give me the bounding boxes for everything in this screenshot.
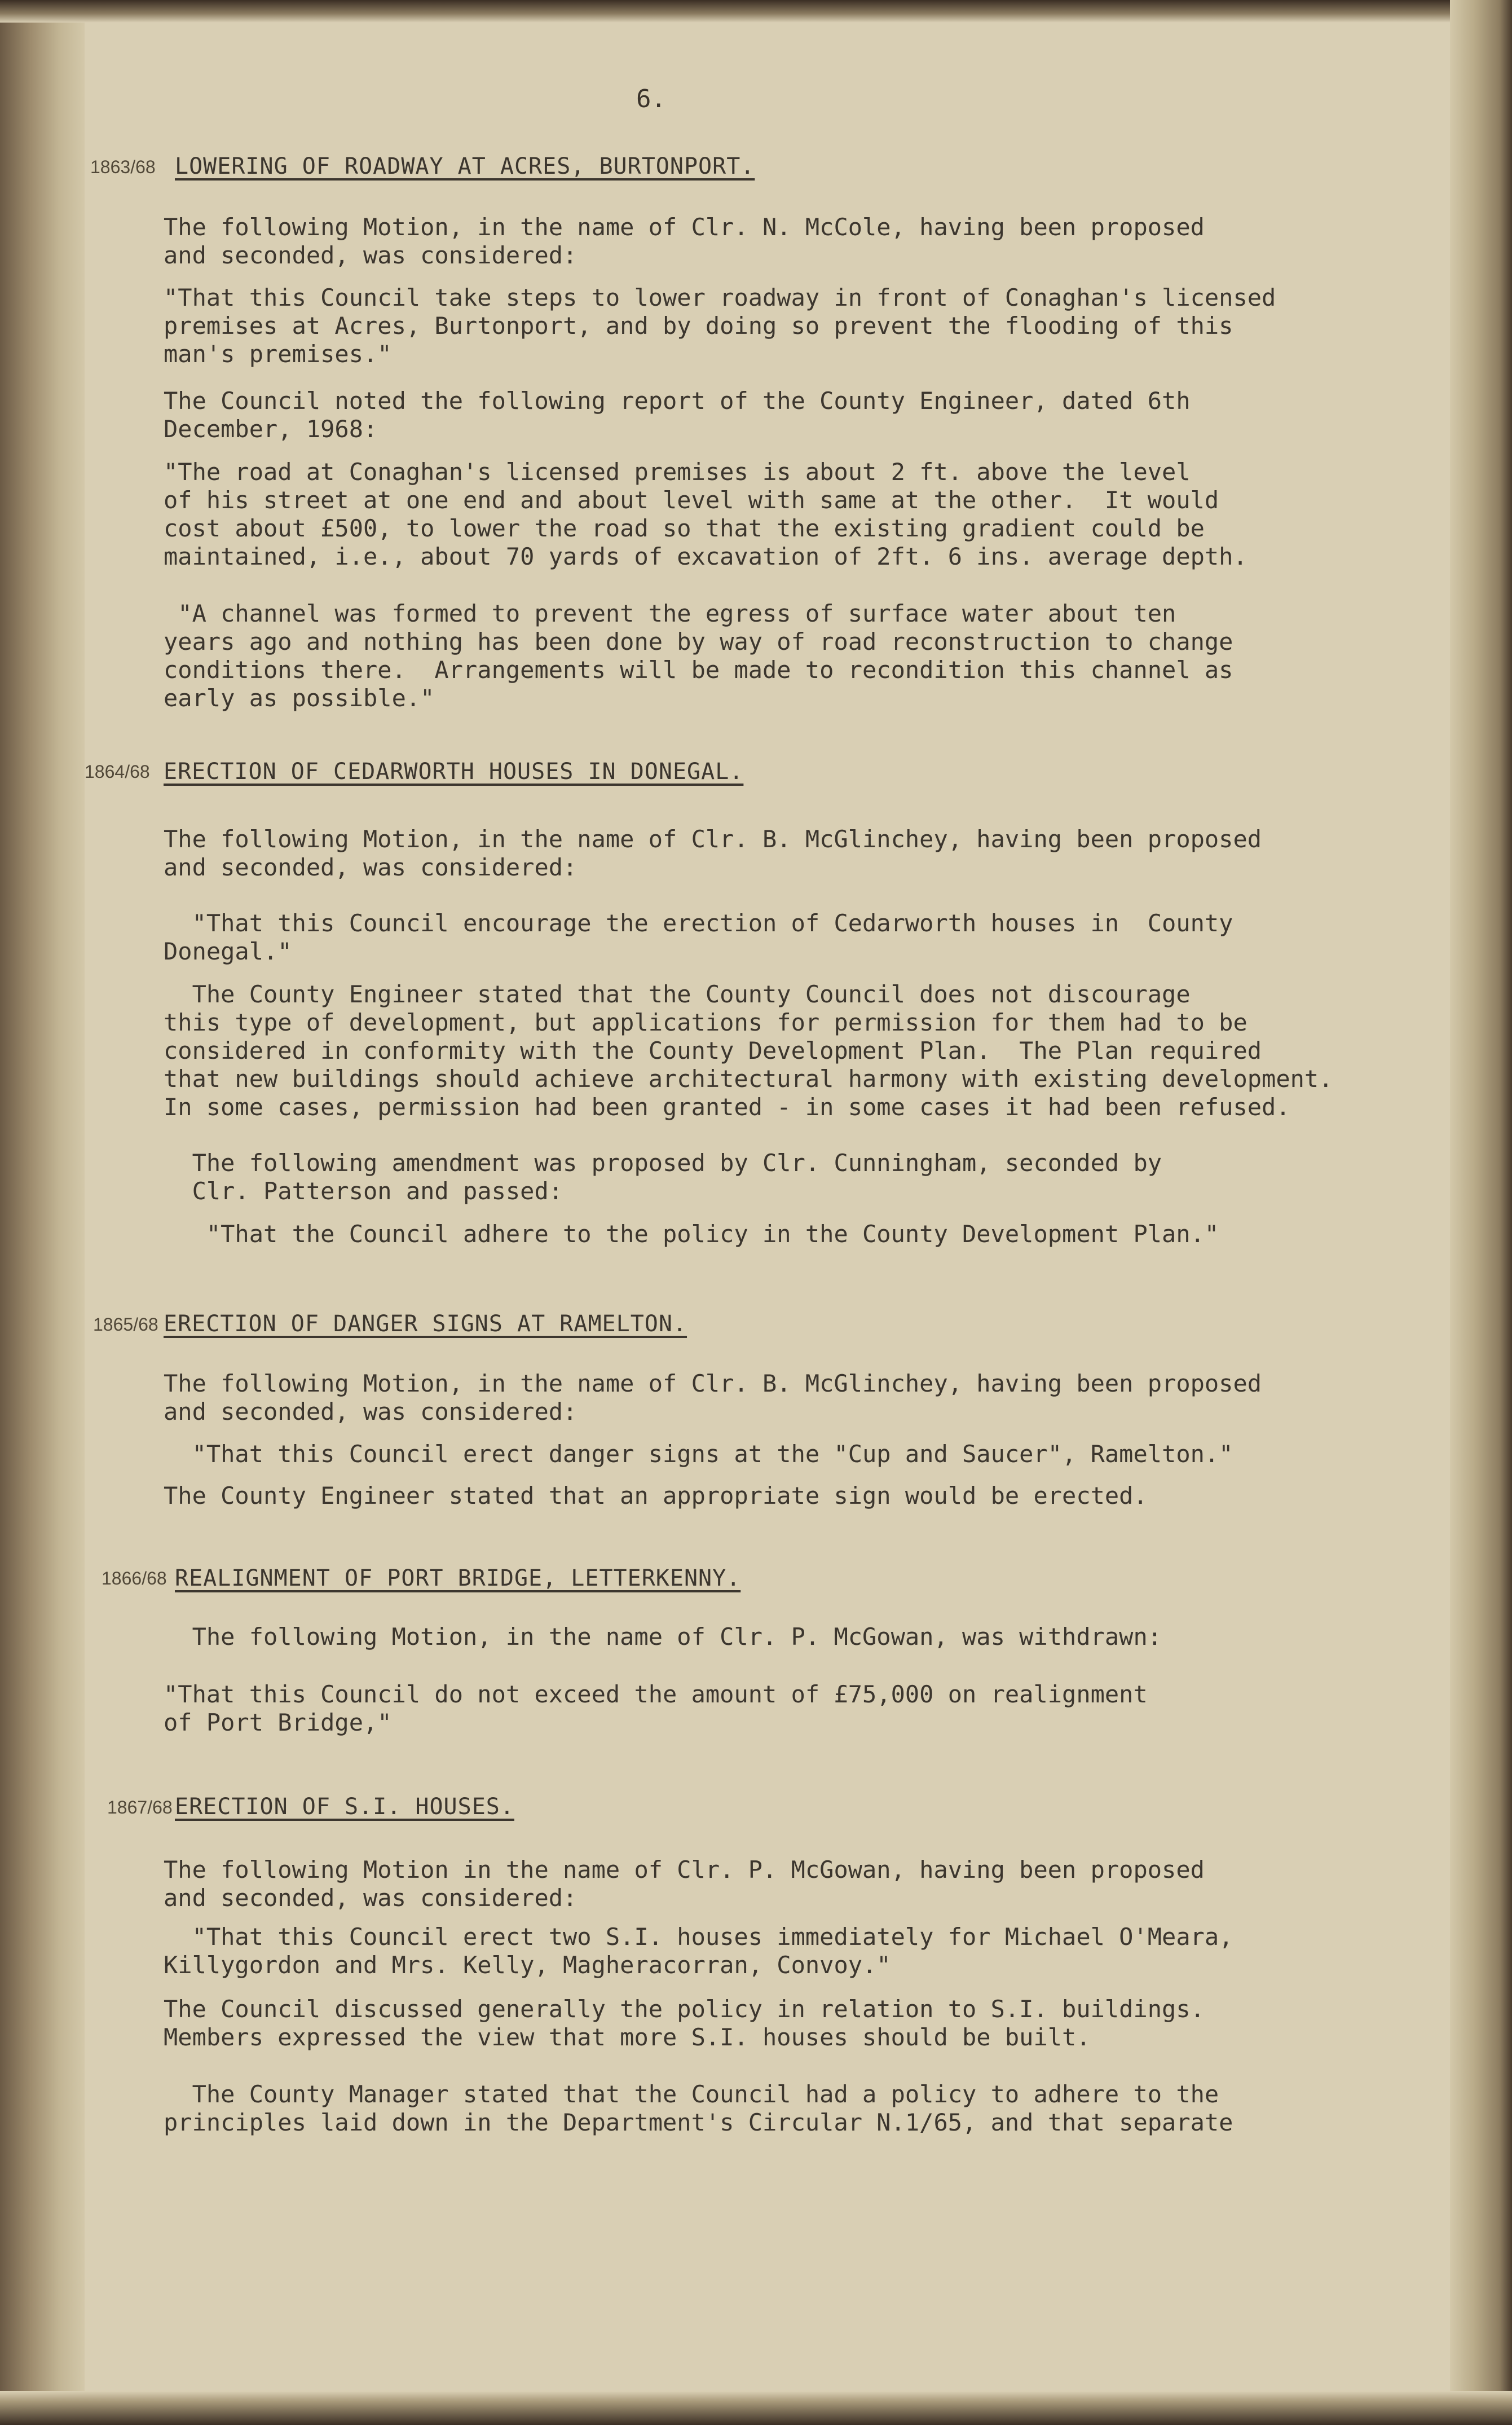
paragraph: The following Motion, in the name of Clr. N. McCole, having been proposed and seconded, was considered: [164, 213, 1205, 269]
paragraph: The Council noted the following report of the County Engineer, dated 6th December, 1968: [164, 387, 1191, 443]
page-number: 6. [636, 85, 666, 113]
paragraph: The County Engineer stated that an appropriate sign would be erected. [164, 1482, 1148, 1509]
motion-quote: "That this Council do not exceed the amount of £75,000 on realignment of Port Bridge," [164, 1680, 1148, 1736]
paragraph: The following Motion, in the name of Clr. P. McGowan, was withdrawn: [164, 1623, 1162, 1651]
paragraph: The following Motion, in the name of Clr. B. McGlinchey, having been proposed and seconded, was considered: [164, 1370, 1262, 1425]
section-heading: ERECTION OF S.I. HOUSES. [175, 1794, 514, 1820]
paragraph: The County Manager stated that the Council had a policy to adhere to the principles laid down in the Department's Circular N.1/65, and that separate [164, 2080, 1233, 2136]
binding-edge [0, 0, 85, 2425]
section-heading: ERECTION OF DANGER SIGNS AT RAMELTON. [164, 1311, 687, 1337]
amendment-quote: "That the Council adhere to the policy in the County Development Plan." [164, 1220, 1219, 1248]
motion-quote: "That this Council erect two S.I. houses immediately for Michael O'Meara, Killygordon and Mrs. Kelly, Magheracorran, Convoy." [164, 1923, 1233, 1979]
paragraph: The following Motion, in the name of Clr. B. McGlinchey, having been proposed and seconded, was considered: [164, 825, 1262, 881]
minute-number: 1865/68 [93, 1314, 158, 1335]
top-shadow [0, 0, 1512, 23]
paragraph: The Council discussed generally the policy in relation to S.I. buildings. Members expressed the view that more S.I. houses should be built. [164, 1995, 1205, 2051]
report-quote: "A channel was formed to prevent the egress of surface water about ten years ago and nothing has been done by way of road reconstruction to change conditions there. Arrangements will be made to recondition this channel as early as possible." [164, 600, 1233, 712]
minute-number: 1867/68 [107, 1797, 173, 1817]
section-heading: ERECTION OF CEDARWORTH HOUSES IN DONEGAL. [164, 759, 744, 785]
minute-number: 1864/68 [85, 762, 150, 782]
motion-quote: "That this Council encourage the erection of Cedarworth houses in County Donegal." [164, 909, 1233, 965]
right-page-edge [1450, 0, 1512, 2425]
minute-number: 1863/68 [90, 157, 156, 177]
report-quote: "The road at Conaghan's licensed premises is about 2 ft. above the level of his street at one end and about level with same at the other. It would cost about £500, to lower the road so that the existing gradient could be maintained, i.e., about 70 yards of excavation of 2ft. 6 ins. average depth. [164, 458, 1247, 570]
motion-quote: "That this Council take steps to lower roadway in front of Conaghan's licensed premises at Acres, Burtonport, and by doing so prevent the flooding of this man's premises." [164, 284, 1276, 368]
minute-number: 1866/68 [102, 1568, 167, 1588]
motion-quote: "That this Council erect danger signs at the "Cup and Saucer", Ramelton." [164, 1440, 1233, 1468]
paragraph: The County Engineer stated that the County Council does not discourage this type of development, but applications for permission for them had to be considered in conformity with the County Development Plan. The Plan required that new buildings should achieve architectural harmony with existing development. In some cases, permission had been granted - in some cases it had been refused. [164, 980, 1333, 1121]
paragraph: The following Motion in the name of Clr. P. McGowan, having been proposed and seconded, was considered: [164, 1856, 1205, 1912]
section-heading: LOWERING OF ROADWAY AT ACRES, BURTONPORT. [175, 153, 755, 179]
amendment: The following amendment was proposed by Clr. Cunningham, seconded by Clr. Patterson and passed: [192, 1149, 1162, 1205]
section-heading: REALIGNMENT OF PORT BRIDGE, LETTERKENNY. [175, 1565, 741, 1591]
bottom-shadow [0, 2391, 1512, 2425]
